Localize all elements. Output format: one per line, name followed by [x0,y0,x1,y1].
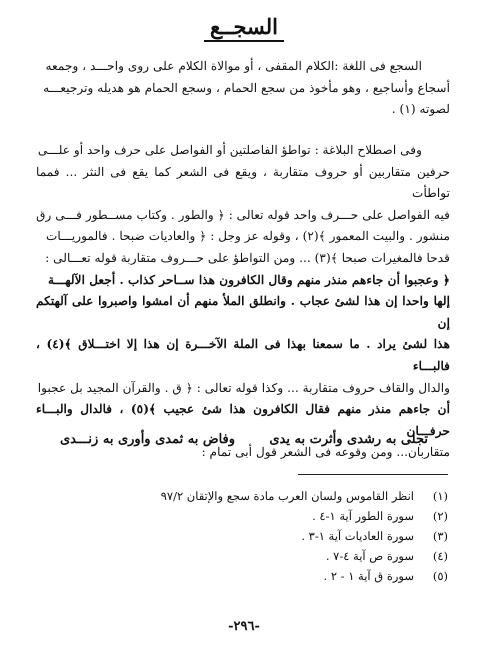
text-line: أسجاع وأساجيع ، وهو مأخوذ من سجع الحمام ، وسجع الحمام هو هديله وترجيعـــه [43,80,450,95]
quran-quote-line: ﴿ وعجبوا أن جاءهم منذر منهم وقال الكافرون هذا ســاحر كذاب . أجعل الآلهـــة [48,272,450,287]
footnote-text: سورة الطور آية ١-٤ . [312,509,414,523]
text-line: حرفين متقاربين أو حروف متقاربة ، ويقع فى الشعر كما يقع فى النثر ... فمما تواطأت [36,164,450,201]
text-line: منشور . والبيت المعمور ﴾(٢) ، وقوله عز وجل : ﴿ والعاديات ضبحا . فالموريـــات [45,229,450,244]
footnote-item [38,566,448,586]
title-text: السجــع [204,14,284,42]
footnote-item [38,526,448,546]
verse-second-hemistich: وفاض به ثمدى وأورى به زنـــدى [60,432,236,447]
page-number: -٢٩٦- [228,619,260,634]
poem-verse [60,432,428,447]
page-title [0,14,488,39]
footnotes-list [38,486,448,586]
footnote-item [38,506,448,526]
footnote-text: سورة العاديات آية ١-٣ . [301,529,414,543]
footnote-number: (١) [432,489,448,503]
text-line: وفى اصطلاح البلاغة : تواطؤ الفاصلتين أو الفواصل على حرف واحد أو علـــى [37,143,422,157]
text-line: لصوته (١) . [391,102,450,117]
footnote-item [38,546,448,566]
footnote-number: (٤) [432,549,448,563]
footnote-number: (٣) [432,529,448,543]
footnote-number: (٥) [432,569,448,583]
quran-quote-line: إلها واحدا إن هذا لشئ عجاب . وانطلق الملأ منهم أن امشوا واصبروا على آلهتكم إن [36,294,450,330]
paragraph-definition-language [36,56,450,121]
text-line: فيه الفواصل على حـــرف واحد قوله تعالى : ﴿ والطور . وكتاب مســطور فـــى رق [36,207,450,222]
footnote-number: (٢) [432,509,448,523]
text-line: قدحا فالمغيرات صبحا ﴾(٣) ... ومن التواطؤ على حـــروف متقاربة قوله تعـــالى : [45,250,450,265]
footnote-text: سورة ص آية ٤-٧ . [325,549,414,563]
quran-quote-line: هذا لشئ يراد . ما سمعنا بهذا فى الملة الآخـــرة إن هذا إلا اختـــلاق ﴾(٤) ، فالبـــاء [36,337,451,373]
text-line: السجع فى اللغة :الكلام المقفى ، أو موالاة الكلام على روى واحـــد ، وجمعه [45,59,422,73]
paragraph-definition-rhetoric [36,140,450,464]
quran-quote-line: أن جاءهم منذر منهم فقال الكافرون هذا شئ عجيب ﴾(٥) ، فالدال والبـــاء حرفـــان [36,402,451,438]
footnote-item [38,486,448,506]
verse-first-hemistich: تجلى به رشدى وأثرت به يدى [269,432,428,447]
text-line: والدال والقاف حروف متقاربة ... وكذا قوله تعالى : ﴿ ق . والقرآن المجيد بل عجبوا [37,380,450,395]
text-line: متقاربان... ومن وقوعه فى الشعر قول أبى تمام : [201,445,450,460]
footnote-divider [298,474,448,475]
footnote-text: انظر القاموس ولسان العرب مادة سجع والإتقان ٩٧/٢ [160,489,414,503]
footnote-text: سورة ق آية ١ - ٢ . [323,569,414,583]
